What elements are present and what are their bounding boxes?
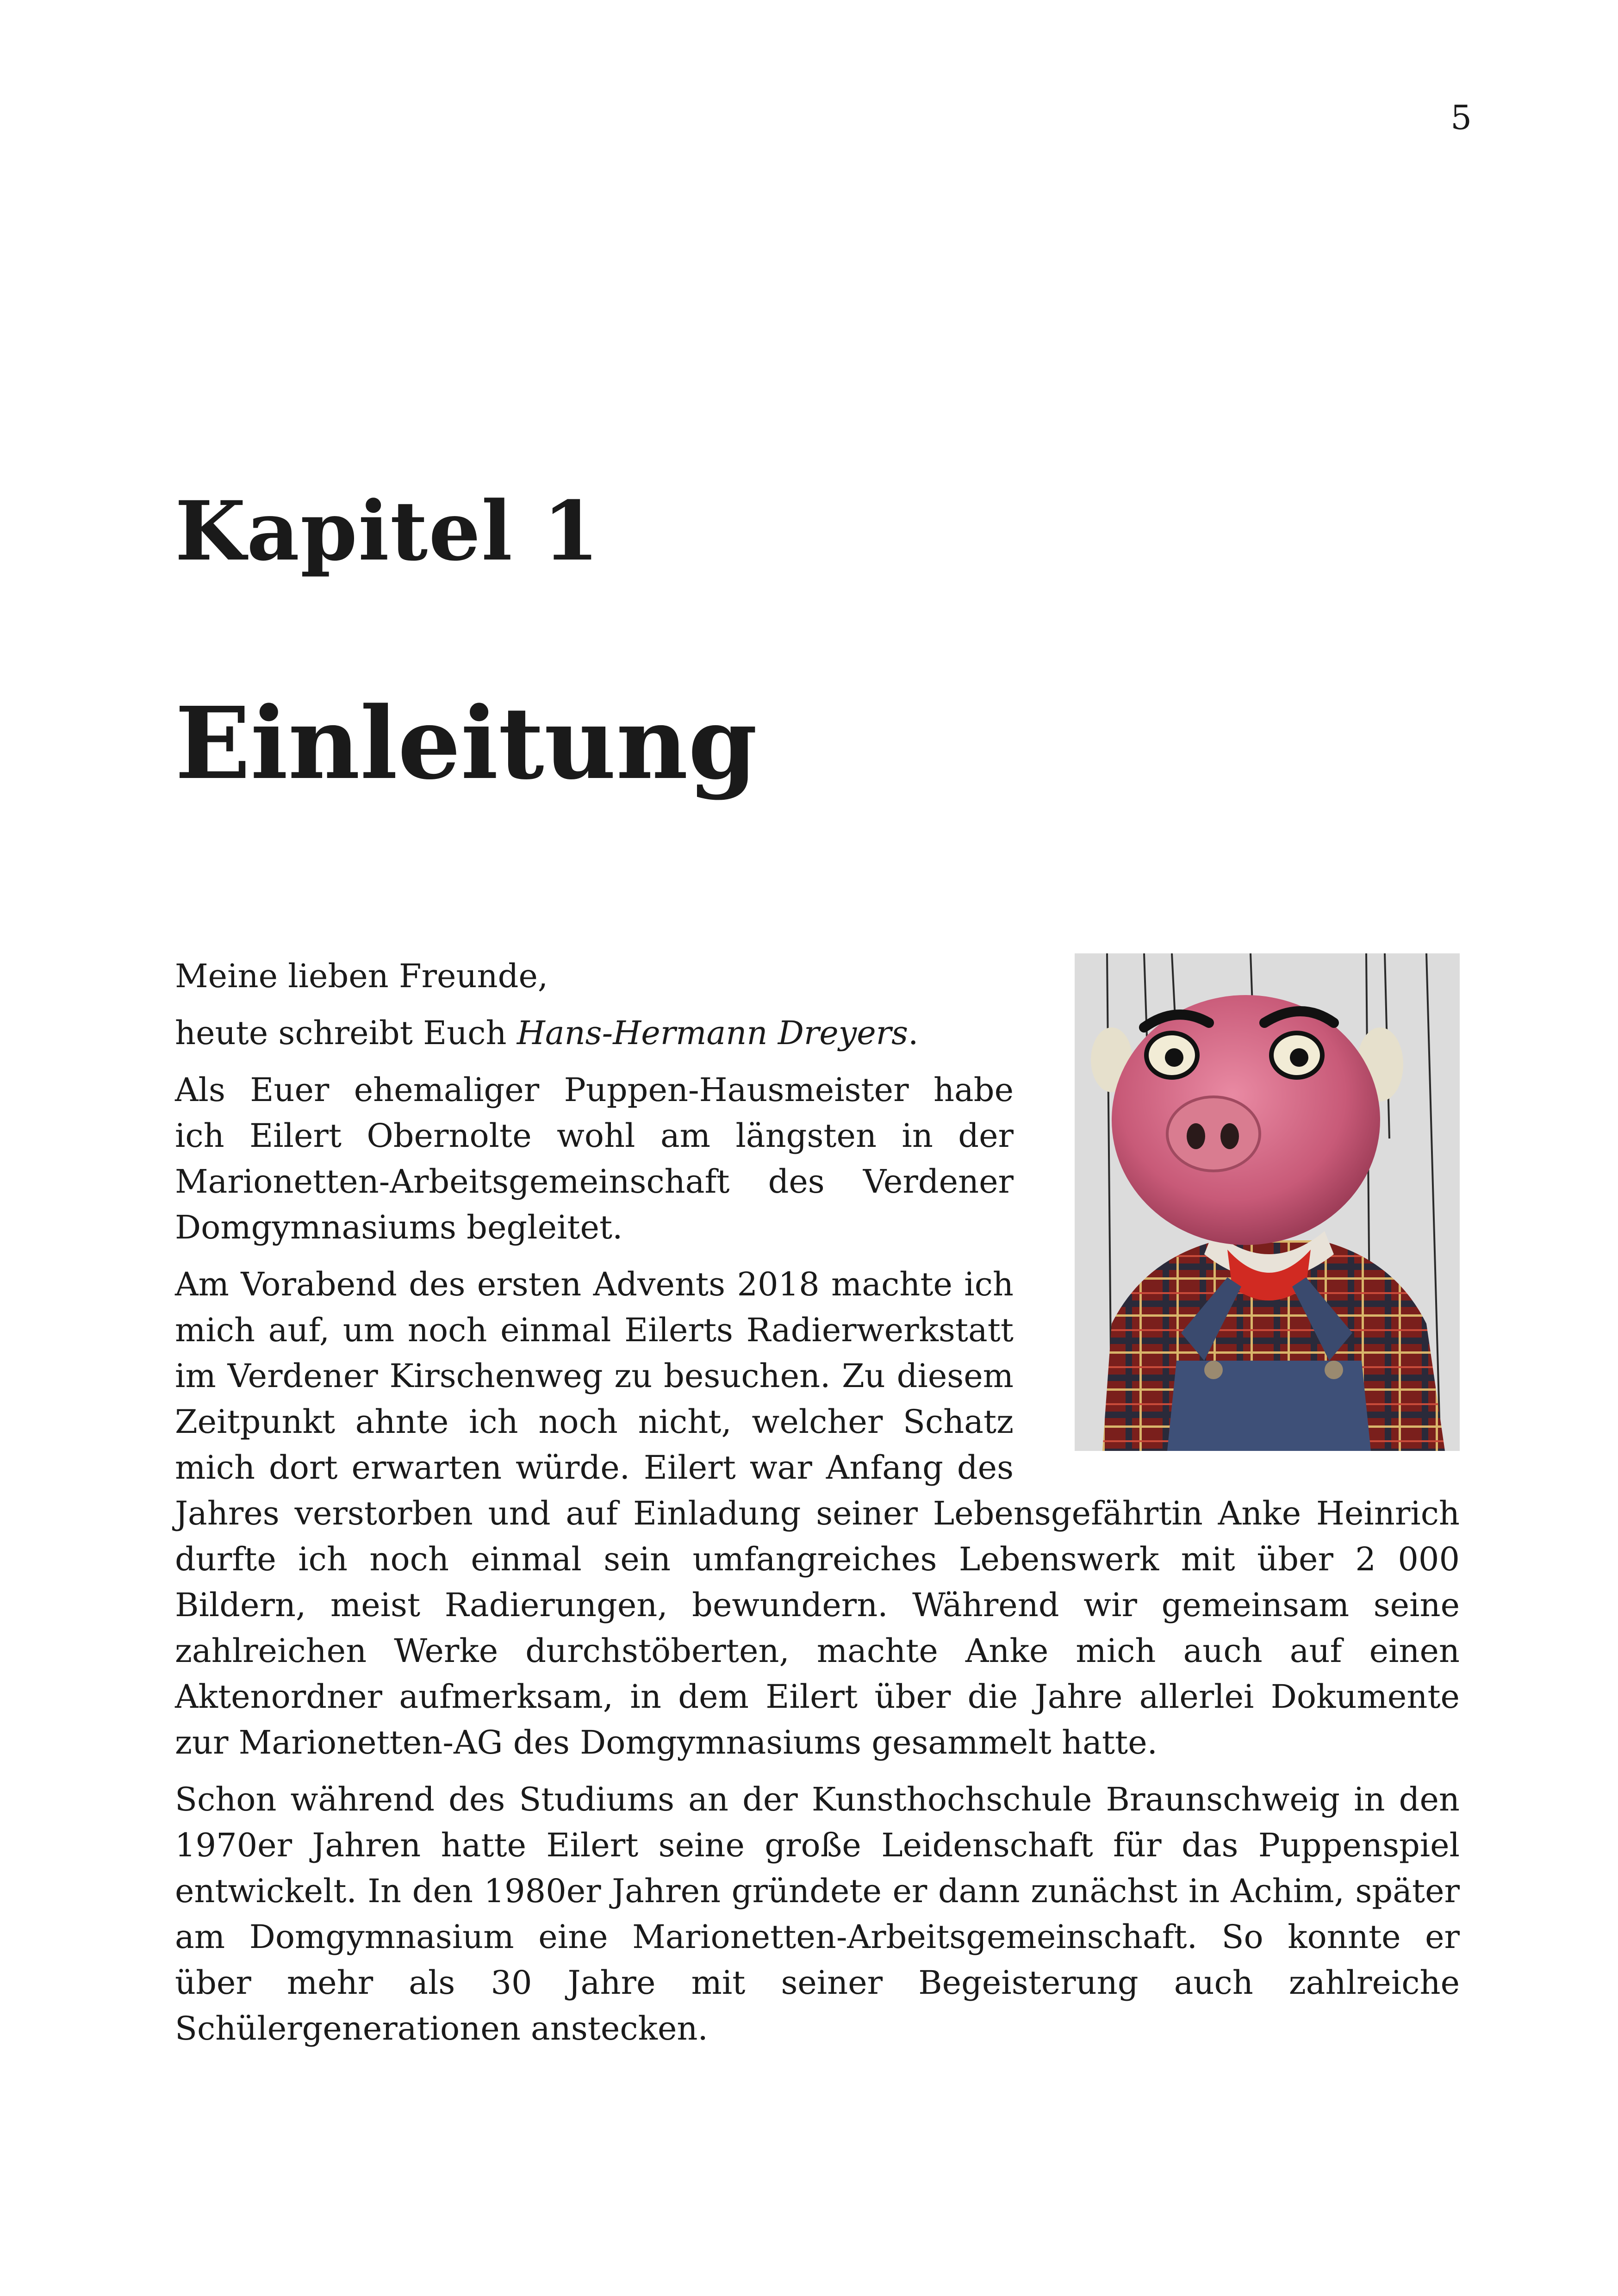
intro-suffix: . <box>908 1014 919 1052</box>
intro-prefix: heute schreibt Euch <box>175 1014 517 1052</box>
page-number: 5 <box>1450 98 1472 137</box>
body-text <box>175 953 1460 2063</box>
paragraph-3: Schon während des Studiums an der Kunsthochschule Braunschweig in den 1970er Jahren hatte Eilert seine große Leidenschaft für das Puppenspiel entwickelt. In den 1980er Jahren gründete er dann zunächst in Achim, später am Domgymnasium eine Marionetten-Arbeitsgemeinschaft. So konnte er über mehr als 30 Jahre mit seiner Begeisterung auch zahlreiche Schülergenerationen anstecken. <box>175 1780 1460 2047</box>
author-name: Hans-Hermann Dreyers <box>517 1014 909 1052</box>
greeting: Meine lieben Freunde, <box>175 957 548 995</box>
paragraph-2: Am Vorabend des ersten Advents 2018 machte ich mich auf, um noch einmal Eilerts Radierwerkstatt im Verdener Kirschenweg zu besuchen. Zu diesem Zeitpunkt ahnte ich noch nicht, welcher Schatz mich dort erwarten würde. Eilert war Anfang des Jahres verstorben und auf Einladung seiner Lebensgefährtin Anke Heinrich durfte ich noch einmal sein umfangreiches Lebenswerk mit über 2 000 Bildern, meist Radierungen, bewundern. Während wir gemeinsam seine zahlreichen Werke durchstöberten, machte Anke mich auch auf einen Aktenordner aufmerksam, in dem Eilert über die Jahre allerlei Dokumente zur Marionetten-AG des Domgymnasiums gesammelt hatte. <box>175 1265 1460 1761</box>
chapter-label: Kapitel 1 <box>175 483 600 579</box>
marionette-photo <box>1075 953 1460 1451</box>
paragraph-1: Als Euer ehemaliger Puppen-Hausmeister habe ich Eilert Obernolte wohl am längsten in der Marionetten-Arbeitsgemeinschaft des Verdener Domgymnasiums begleitet. <box>175 1071 1014 1246</box>
chapter-title: Einleitung <box>175 685 758 802</box>
